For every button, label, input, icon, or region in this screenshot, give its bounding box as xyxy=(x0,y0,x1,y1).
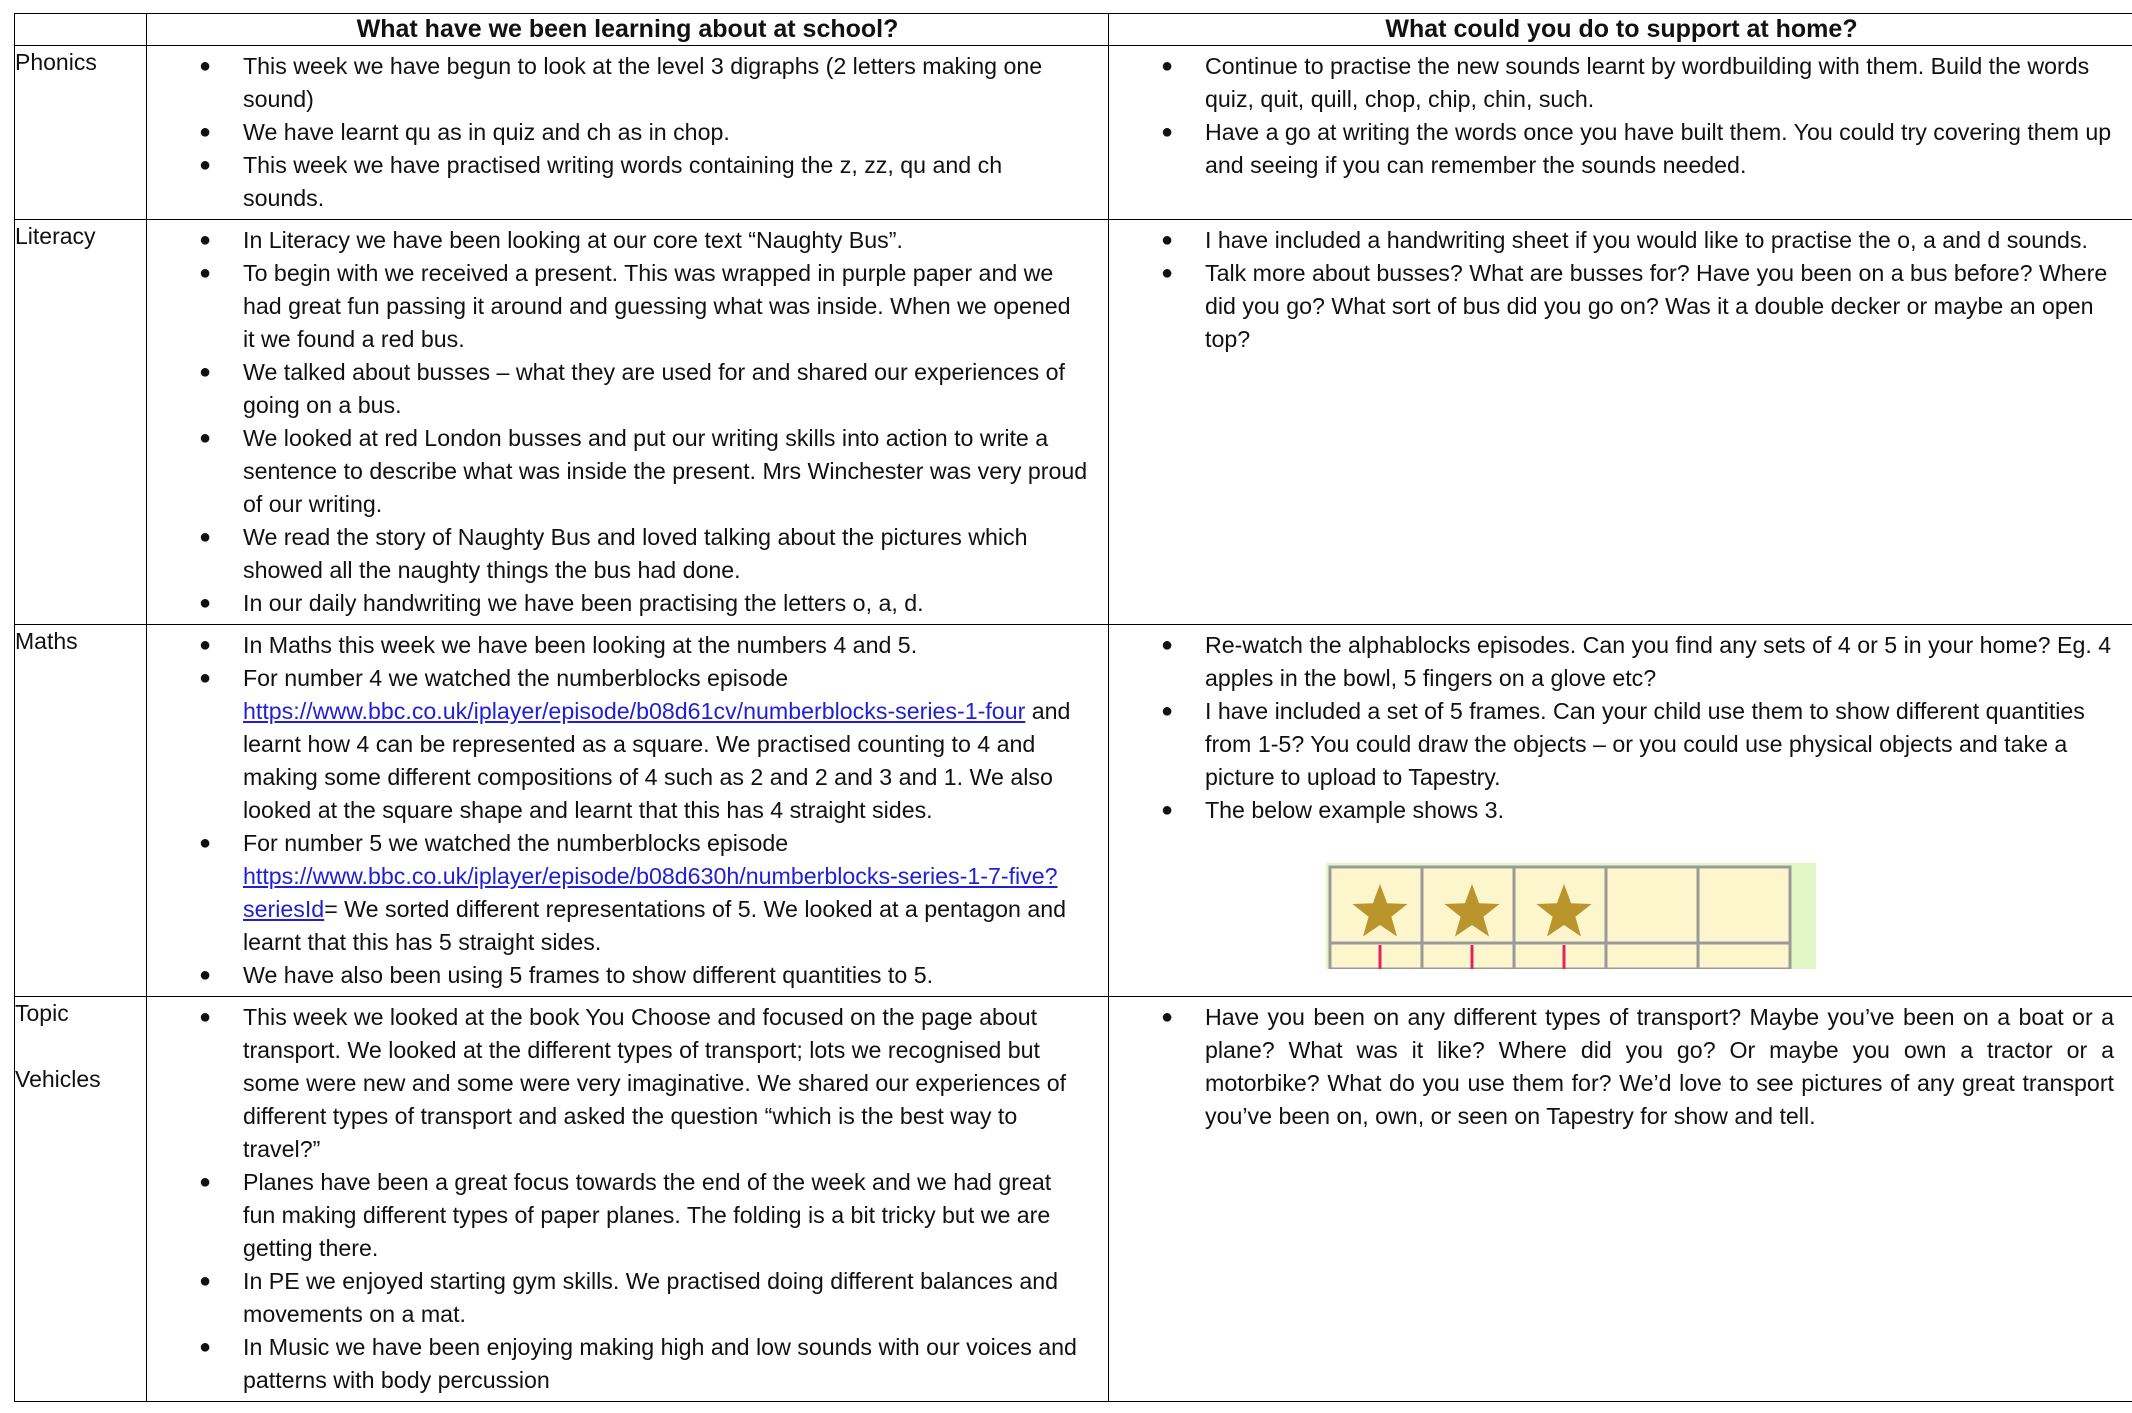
home-cell xyxy=(1109,46,2132,220)
list-item: ● This week we have practised writing words containing the z, zz, qu and ch sounds. xyxy=(243,149,1088,215)
bullet-icon: ● xyxy=(198,526,212,548)
school-list xyxy=(147,46,1108,219)
bullet-icon: ● xyxy=(198,964,212,986)
list-item: ● Planes have been a great focus towards the end of the week and we had great fun making different types of paper planes. The folding is a bit tricky but we are getting there. xyxy=(243,1166,1088,1265)
list-item: ● The below example shows 3. xyxy=(1205,794,2114,827)
bullet-icon: ● xyxy=(198,832,212,854)
subject-label: Phonics xyxy=(15,49,97,75)
five-frame-image xyxy=(1326,863,1816,969)
subject-label: Topic xyxy=(15,1000,69,1026)
list-item: ● In PE we enjoyed starting gym skills. We practised doing different balances and movements on a mat. xyxy=(243,1265,1088,1331)
school-cell xyxy=(147,625,1109,997)
bullet-icon: ● xyxy=(198,1270,212,1292)
list-item: ● Continue to practise the new sounds learnt by wordbuilding with them. Build the words quiz, quit, quill, chop, chip, chin, such. xyxy=(1205,50,2114,116)
bullet-icon: ● xyxy=(1160,799,1174,821)
home-cell xyxy=(1109,997,2132,1402)
list-item: ● We have learnt qu as in quiz and ch as in chop. xyxy=(243,116,1088,149)
learning-plan-table xyxy=(14,13,2132,1402)
list-item: ● This week we have begun to look at the level 3 digraphs (2 letters making one sound) xyxy=(243,50,1088,116)
list-item: ● In our daily handwriting we have been practising the letters o, a, d. xyxy=(243,587,1088,620)
bullet-icon: ● xyxy=(1160,700,1174,722)
school-cell xyxy=(147,46,1109,220)
bullet-icon: ● xyxy=(198,667,212,689)
bullet-icon: ● xyxy=(198,121,212,143)
bullet-icon: ● xyxy=(198,592,212,614)
home-list xyxy=(1109,625,2132,831)
header-home: What could you do to support at home? xyxy=(1109,14,2132,46)
list-item: ● We read the story of Naughty Bus and loved talking about the pictures which showed all the naughty things the bus had done. xyxy=(243,521,1088,587)
row-phonics xyxy=(15,46,2132,220)
bullet-icon: ● xyxy=(1160,262,1174,284)
subject-sublabel: Vehicles xyxy=(15,1066,101,1092)
numberblocks-four-link[interactable]: https://www.bbc.co.uk/iplayer/episode/b08d61cv/numberblocks-series-1-four xyxy=(243,698,1026,724)
home-list xyxy=(1109,997,2132,1137)
bullet-icon: ● xyxy=(198,229,212,251)
bullet-icon: ● xyxy=(1160,55,1174,77)
bullet-icon: ● xyxy=(198,154,212,176)
school-list xyxy=(147,220,1108,624)
row-maths xyxy=(15,625,2132,997)
list-item: ● We talked about busses – what they are used for and shared our experiences of going on a bus. xyxy=(243,356,1088,422)
bullet-icon: ● xyxy=(198,361,212,383)
row-literacy xyxy=(15,220,2132,625)
bullet-icon: ● xyxy=(198,1336,212,1358)
list-item: ● In Maths this week we have been looking at the numbers 4 and 5. xyxy=(243,629,1088,662)
school-list xyxy=(147,997,1108,1401)
subject-label: Literacy xyxy=(15,223,96,249)
school-cell xyxy=(147,220,1109,625)
row-topic xyxy=(15,997,2132,1402)
list-item: ● I have included a set of 5 frames. Can your child use them to show different quantities from 1-5? You could draw the objects – or you could use physical objects and take a picture to upload to Tapestry. xyxy=(1205,695,2114,794)
bullet-icon: ● xyxy=(198,1171,212,1193)
numberblocks-five-link[interactable]: https://www.bbc.co.uk/iplayer/episode/b08d630h/numberblocks-series-1-7-five?seriesId xyxy=(243,863,1058,922)
bullet-icon: ● xyxy=(198,55,212,77)
list-item: ● We have also been using 5 frames to show different quantities to 5. xyxy=(243,959,1088,992)
list-item: ● For number 5 we watched the numberblocks episode https://www.bbc.co.uk/iplayer/episode/b08d630h/numberblocks-series-1-7-five?seriesId= We sorted different representations of 5. We looked at a pentagon and learnt that this has 5 straight sides. xyxy=(243,827,1088,959)
home-list xyxy=(1109,220,2132,360)
header-school: What have we been learning about at school? xyxy=(147,14,1109,46)
five-frame-example xyxy=(1326,863,1816,969)
school-cell xyxy=(147,997,1109,1402)
list-item: ● Talk more about busses? What are busses for? Have you been on a bus before? Where did you go? What sort of bus did you go on? Was it a double decker or maybe an open top? xyxy=(1205,257,2114,356)
bullet-icon: ● xyxy=(198,427,212,449)
subject-cell xyxy=(15,625,147,997)
subject-label: Maths xyxy=(15,628,78,654)
list-item: ● In Music we have been enjoying making high and low sounds with our voices and patterns with body percussion xyxy=(243,1331,1088,1397)
subject-cell xyxy=(15,46,147,220)
header-row xyxy=(15,14,2132,46)
bullet-icon: ● xyxy=(198,262,212,284)
list-item: ● Re-watch the alphablocks episodes. Can you find any sets of 4 or 5 in your home? Eg. 4 apples in the bowl, 5 fingers on a glove etc? xyxy=(1205,629,2114,695)
list-item: ● Have you been on any different types of transport? Maybe you’ve been on a boat or a plane? What was it like? Where did you go? Or maybe you own a tractor or a motorbike? What do you use them for? We’d love to see pictures of any great transport you’ve been on, own, or seen on Tapestry for show and tell. xyxy=(1205,1001,2114,1133)
bullet-icon: ● xyxy=(1160,1006,1174,1028)
header-blank xyxy=(15,14,147,46)
home-cell xyxy=(1109,625,2132,997)
list-item: ● Have a go at writing the words once you have built them. You could try covering them up and seeing if you can remember the sounds needed. xyxy=(1205,116,2114,182)
bullet-icon: ● xyxy=(1160,634,1174,656)
list-item: ● To begin with we received a present. This was wrapped in purple paper and we had great fun passing it around and guessing what was inside. When we opened it we found a red bus. xyxy=(243,257,1088,356)
bullet-icon: ● xyxy=(1160,121,1174,143)
home-list xyxy=(1109,46,2132,186)
list-item: ● In Literacy we have been looking at our core text “Naughty Bus”. xyxy=(243,224,1088,257)
bullet-icon: ● xyxy=(198,1006,212,1028)
bullet-icon: ● xyxy=(1160,229,1174,251)
subject-cell xyxy=(15,997,147,1402)
list-item: ● For number 4 we watched the numberblocks episode https://www.bbc.co.uk/iplayer/episode/b08d61cv/numberblocks-series-1-four and learnt how 4 can be represented as a square. We practised counting to 4 and making some different compositions of 4 such as 2 and 2 and 3 and 1. We also looked at the square shape and learnt that this has 4 straight sides. xyxy=(243,662,1088,827)
list-item: ● We looked at red London busses and put our writing skills into action to write a sentence to describe what was inside the present. Mrs Winchester was very proud of our writing. xyxy=(243,422,1088,521)
list-item: ● I have included a handwriting sheet if you would like to practise the o, a and d sounds. xyxy=(1205,224,2114,257)
subject-cell xyxy=(15,220,147,625)
list-item: ● This week we looked at the book You Choose and focused on the page about transport. We looked at the different types of transport; lots we recognised but some were new and some were very imaginative. We shared our experiences of different types of transport and asked the question “which is the best way to travel?” xyxy=(243,1001,1088,1166)
school-list xyxy=(147,625,1108,996)
home-cell xyxy=(1109,220,2132,625)
bullet-icon: ● xyxy=(198,634,212,656)
